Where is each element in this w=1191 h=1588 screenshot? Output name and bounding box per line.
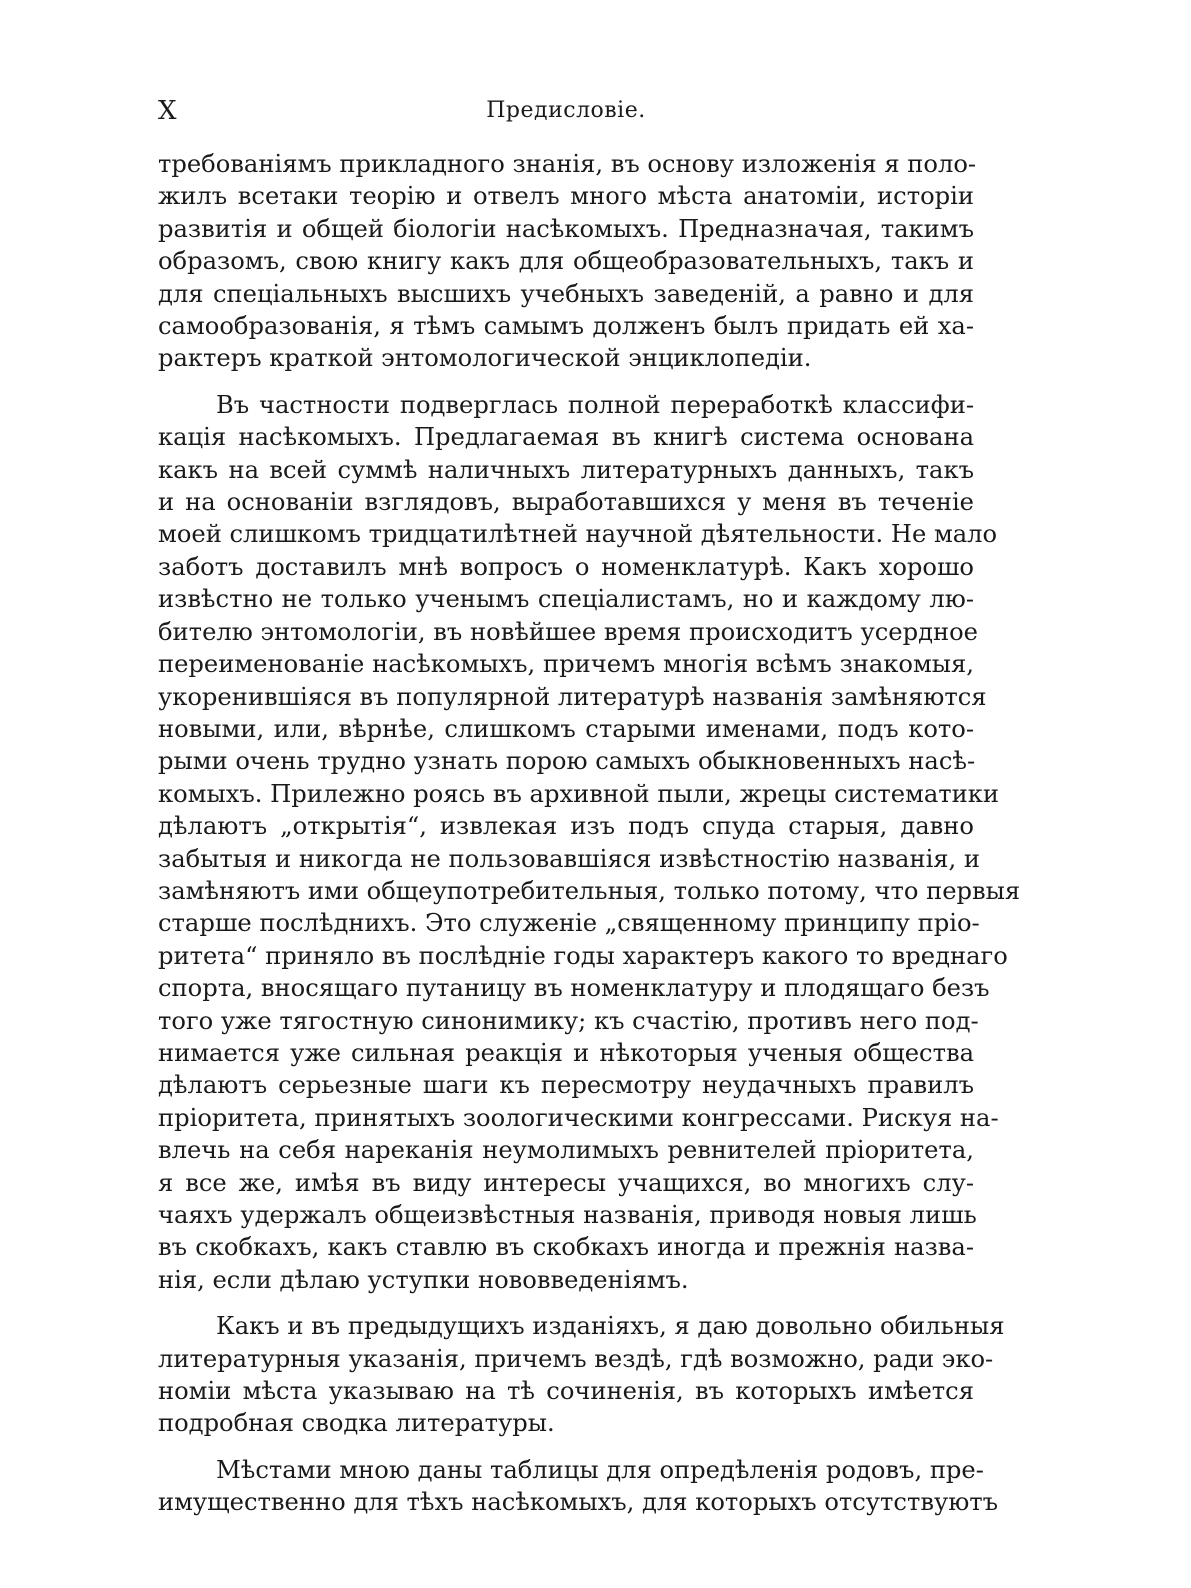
text-line: какъ на всей суммѣ наличныхъ литературныхъ данныхъ, такъ	[158, 455, 974, 484]
text-line: рыми очень трудно узнать порою самыхъ обыкновенныхъ насѣ-	[158, 747, 976, 776]
text-line: бителю энтомологіи, въ новѣйшее время происходитъ усердное	[158, 617, 978, 646]
text-line: укоренившіяся въ популярной литературѣ названія замѣняются	[158, 682, 987, 711]
text-line: извѣстно не только ученымъ спеціалистамъ, но и каждому лю-	[158, 585, 974, 614]
text-line: Въ частности подверглась полной переработкѣ классифи-	[216, 390, 974, 419]
text-line: ритета“ приняло въ послѣдніе годы характеръ какого то вреднаго	[158, 941, 1008, 970]
text-line: переименованіе насѣкомыхъ, причемъ многія всѣмъ знакомыя,	[158, 650, 974, 679]
text-line: для спеціальныхъ высшихъ учебныхъ заведеній, а равно и для	[158, 279, 974, 308]
paragraph	[158, 389, 1021, 1296]
text-line: заботъ доставилъ мнѣ вопросъ о номенклатурѣ. Какъ хорошо	[158, 552, 974, 581]
text-line: Какъ и въ предыдущихъ изданіяхъ, я даю довольно обильныя	[216, 1312, 1005, 1341]
text-line: я все же, имѣя въ виду интересы учащихся, во многихъ слу-	[158, 1168, 974, 1197]
text-line: образомъ, свою книгу какъ для общеобразовательныхъ, такъ и	[158, 247, 974, 276]
text-line: нія, если дѣлаю уступки нововведеніямъ.	[158, 1265, 689, 1294]
running-title: Предисловіе.	[486, 98, 646, 123]
text-line: спорта, вносящаго путаницу въ номенклатуру и плодящаго безъ	[158, 974, 990, 1003]
text-line: комыхъ. Прилежно роясь въ архивной пыли, жрецы систематики	[158, 779, 999, 808]
paragraph	[158, 1454, 999, 1519]
text-line: развитія и общей біологіи насѣкомыхъ. Предназначая, такимъ	[158, 214, 974, 243]
body-text	[158, 148, 1021, 1519]
text-line: того уже тягостную синонимику; къ счастію, противъ него под-	[158, 1006, 979, 1035]
text-line: моей слишкомъ тридцатилѣтней научной дѣятельности. Не мало	[158, 520, 998, 549]
text-line: дѣлаютъ „открытія“, извлекая изъ подъ спуда старыя, давно	[158, 812, 974, 841]
text-line: требованіямъ прикладного знанія, въ основу изложенія я поло-	[158, 150, 977, 178]
text-line: новыми, или, вѣрнѣе, слишкомъ старыми именами, подъ кото-	[158, 714, 974, 743]
text-line: и на основаніи взглядовъ, выработавшихся у меня въ теченіе	[158, 488, 974, 517]
text-line: подробная сводка литературы.	[158, 1409, 555, 1438]
text-line: имущественно для тѣхъ насѣкомыхъ, для которыхъ отсутствуютъ	[158, 1488, 999, 1517]
paragraph	[158, 148, 977, 375]
text-line: номіи мѣста указываю на тѣ сочиненія, въ которыхъ имѣется	[158, 1377, 974, 1406]
text-line: старше послѣднихъ. Это служеніе „священному принципу пріо-	[158, 909, 980, 938]
text-line: влечь на себя нареканія неумолимыхъ ревнителей пріоритета,	[158, 1136, 974, 1165]
text-line: кація насѣкомыхъ. Предлагаемая въ книгѣ система основана	[158, 423, 974, 452]
page-number: X	[158, 96, 178, 126]
text-line: забытыя и никогда не пользовавшіяся извѣстностію названія, и	[158, 844, 981, 873]
text-line: дѣлаютъ серьезные шаги къ пересмотру неудачныхъ правилъ	[158, 1071, 974, 1100]
text-line: чаяхъ удержалъ общеизвѣстныя названія, приводя новыя лишь	[158, 1201, 977, 1229]
page-header	[158, 96, 974, 136]
text-line: литературныя указанія, причемъ вездѣ, гдѣ возможно, ради эко-	[158, 1344, 994, 1373]
text-line: замѣняютъ ими общеупотребительныя, только потому, что первыя	[158, 876, 1021, 905]
text-line: нимается уже сильная реакція и нѣкоторыя ученыя общества	[158, 1038, 974, 1067]
text-line: самообразованія, я тѣмъ самымъ долженъ былъ придать ей ха-	[158, 312, 974, 341]
text-line: Мѣстами мною даны таблицы для опредѣленія родовъ, пре-	[216, 1455, 984, 1484]
text-line: пріоритета, принятыхъ зоологическими конгрессами. Рискуя на-	[158, 1103, 999, 1132]
paragraph	[158, 1310, 1005, 1440]
text-line: жилъ всетаки теорію и отвелъ много мѣста анатоміи, исторіи	[158, 182, 974, 211]
text-line: рактеръ краткой энтомологической энциклопедіи.	[158, 344, 812, 373]
text-line: въ скобкахъ, какъ ставлю въ скобкахъ иногда и прежнія назва-	[158, 1233, 974, 1262]
